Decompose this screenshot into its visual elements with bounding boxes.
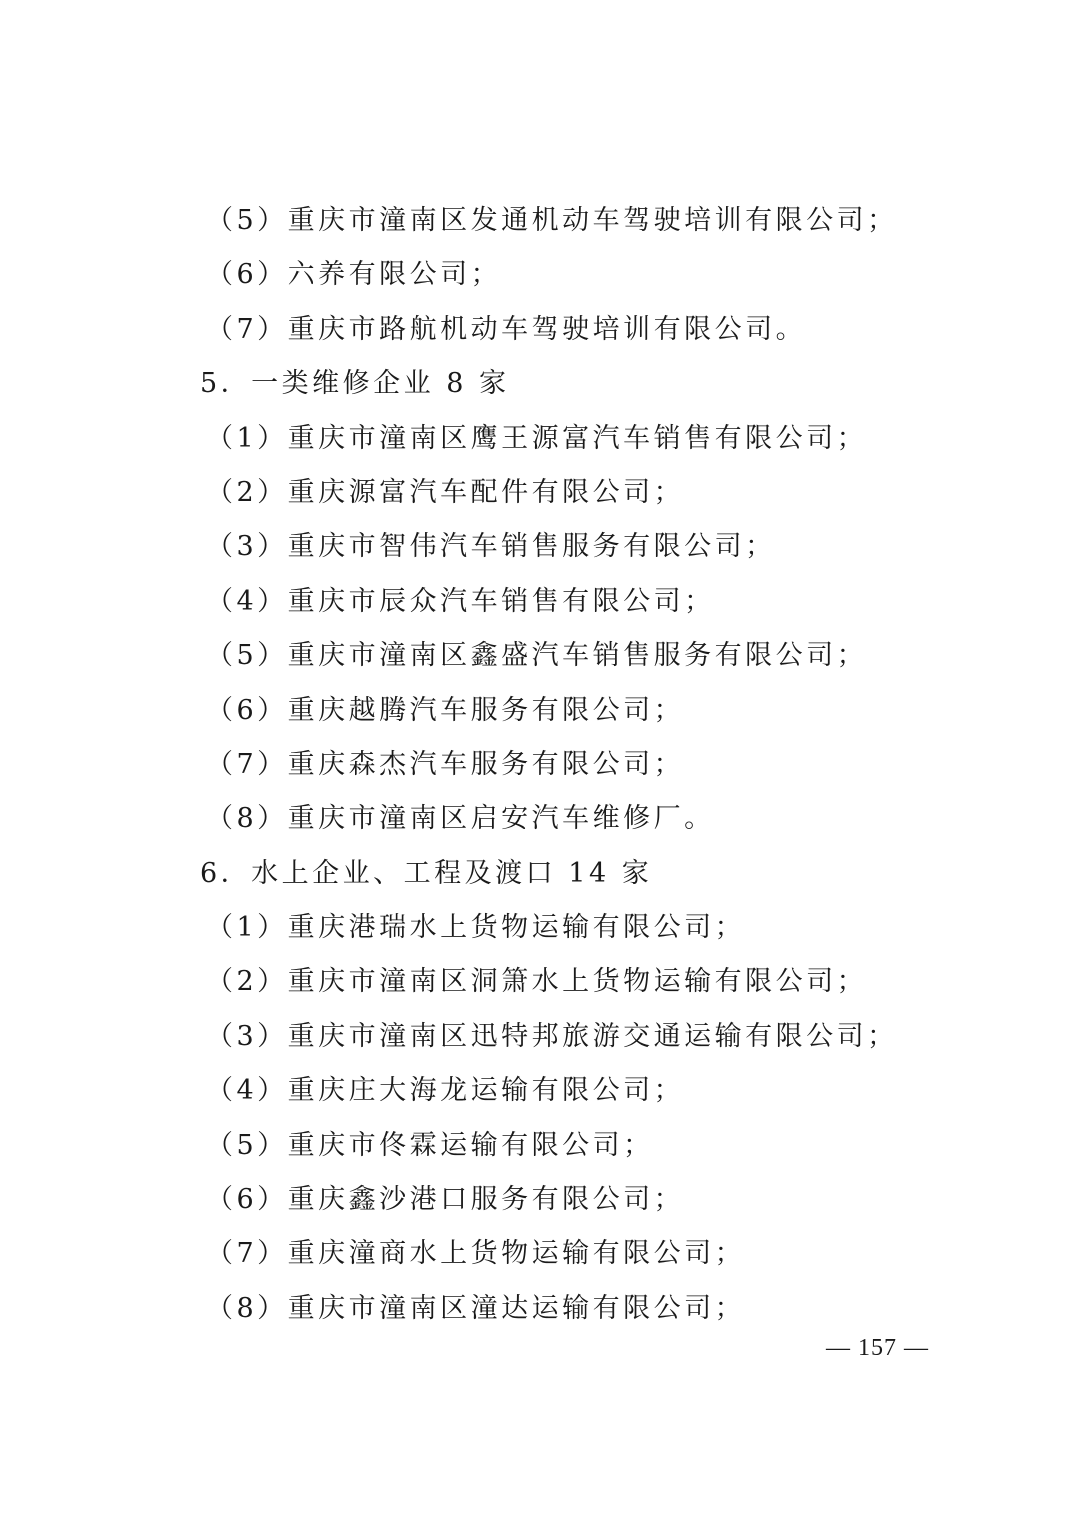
list-item: （7）重庆森杰汽车服务有限公司； [206,748,685,780]
section-heading: 5．一类维修企业 8 家 [200,368,510,400]
list-item: （3）重庆市潼南区迅特邦旅游交通运输有限公司； [206,1020,898,1052]
list-item: （3）重庆市智伟汽车销售服务有限公司； [206,531,776,563]
page-body [200,194,898,1336]
list-item: （6）重庆越腾汽车服务有限公司； [206,694,685,726]
list-item: （1）重庆港瑞水上货物运输有限公司； [206,912,746,944]
list-item: （6）重庆鑫沙港口服务有限公司； [206,1184,685,1216]
list-item: （5）重庆市潼南区鑫盛汽车销售服务有限公司； [206,640,868,672]
list-item: （2）重庆市潼南区洞箫水上货物运输有限公司； [206,966,868,998]
list-item: （4）重庆庄大海龙运输有限公司； [206,1075,685,1107]
list-item: （7）重庆市路航机动车驾驶培训有限公司。 [206,313,807,345]
list-item: （7）重庆潼商水上货物运输有限公司； [206,1238,746,1270]
section-heading: 6．水上企业、工程及渡口 14 家 [200,857,653,889]
list-item: （2）重庆源富汽车配件有限公司； [206,476,685,508]
list-item: （4）重庆市辰众汽车销售有限公司； [206,585,715,617]
page-number: — 157 — [826,1335,929,1361]
list-item: （6）六养有限公司； [206,259,502,291]
list-item: （8）重庆市潼南区启安汽车维修厂。 [206,803,715,835]
list-item: （8）重庆市潼南区潼达运输有限公司； [206,1292,746,1324]
list-item: （1）重庆市潼南区鹰王源富汽车销售有限公司； [206,422,868,454]
list-item: （5）重庆市潼南区发通机动车驾驶培训有限公司； [206,205,898,236]
list-item: （5）重庆市佟霖运输有限公司； [206,1129,654,1161]
